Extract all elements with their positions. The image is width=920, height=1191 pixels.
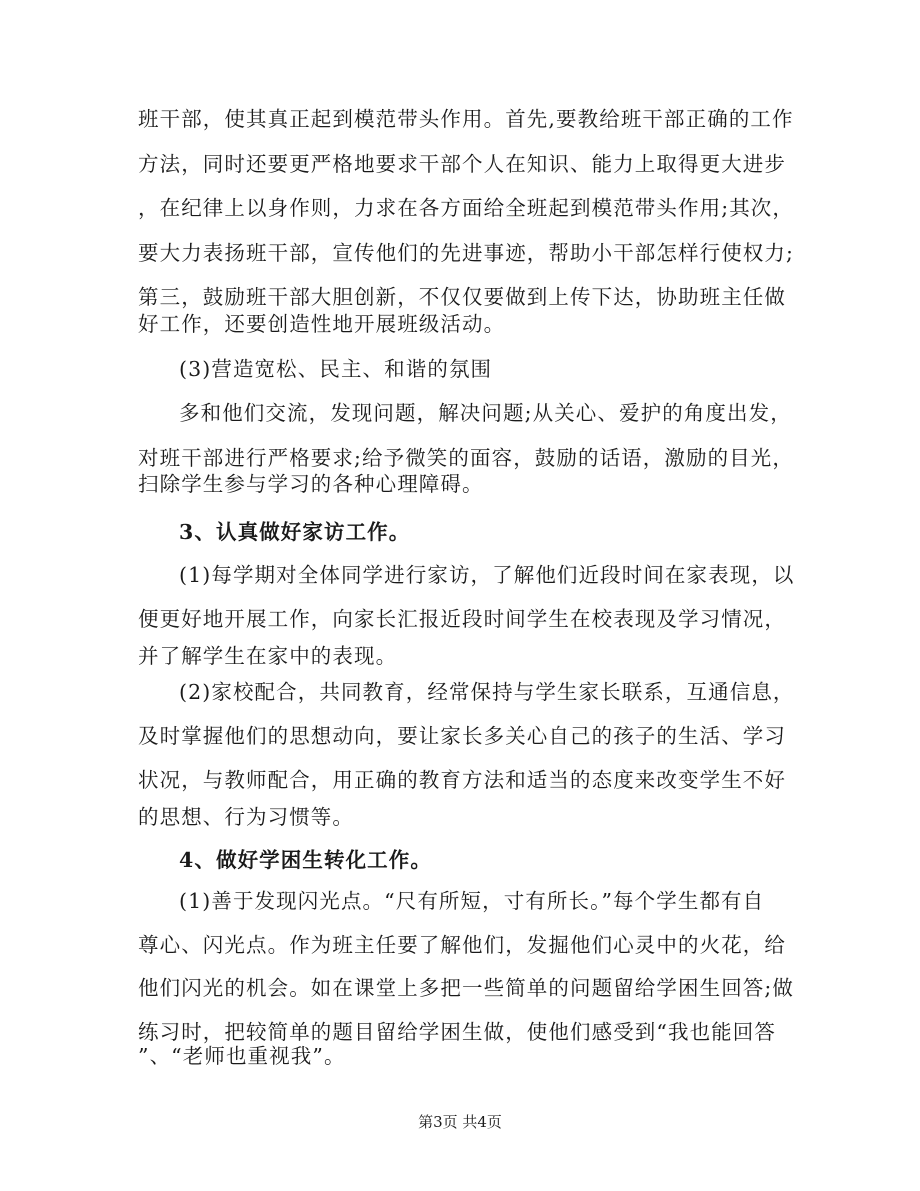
section-heading-4: 4、做好学困生转化工作。: [179, 848, 432, 872]
body-line: 及时掌握他们的思想动向，要让家长多关心自己的孩子的生活、学习: [138, 724, 786, 748]
body-line: 练习时，把较简单的题目留给学困生做，使他们感受到“我也能回答: [138, 1020, 776, 1044]
body-line: 状况，与教师配合，用正确的教育方法和适当的态度来改变学生不好: [138, 768, 786, 792]
body-line: 他们闪光的机会。如在课堂上多把一些简单的问题留给学困生回答;做: [138, 976, 795, 1000]
page-number-footer: 第3页 共4页: [418, 1113, 502, 1131]
body-line: 好工作，还要创造性地开展班级活动。: [138, 312, 506, 336]
body-line: 多和他们交流，发现问题，解决问题;从关心、爱护的角度出发，: [179, 401, 792, 425]
body-line: 要大力表扬班干部，宣传他们的先进事迹，帮助小干部怎样行使权力;: [138, 241, 795, 265]
body-line: 对班干部进行严格要求;给予微笑的面容，鼓励的话语，激励的目光，: [138, 446, 795, 470]
body-line: ”、“老师也重视我”。: [138, 1044, 346, 1068]
body-line: (1)每学期对全体同学进行家访，了解他们近段时间在家表现，以: [179, 563, 795, 587]
body-line: 第三，鼓励班干部大胆创新，不仅仅要做到上传下达，协助班主任做: [138, 285, 786, 309]
body-line: 尊心、闪光点。作为班主任要了解他们，发掘他们心灵中的火花，给: [138, 933, 786, 957]
body-line: 的思想、行为习惯等。: [138, 805, 354, 829]
body-line: 便更好地开展工作，向家长汇报近段时间学生在校表现及学习情况，: [138, 607, 786, 631]
body-line: 扫除学生参与学习的各种心理障碍。: [138, 472, 484, 496]
subheading-3: (3)营造宽松、民主、和谐的氛围: [179, 357, 493, 381]
body-line: 方法，同时还要更严格地要求干部个人在知识、能力上取得更大进步: [138, 152, 786, 176]
body-line: 班干部，使其真正起到模范带头作用。首先,要教给班干部正确的工作: [138, 107, 794, 131]
body-line: (2)家校配合，共同教育，经常保持与学生家长联系，互通信息，: [179, 680, 795, 704]
section-heading-3: 3、认真做好家访工作。: [179, 520, 411, 544]
body-line: 并了解学生在家中的表现。: [138, 644, 398, 668]
body-line: ，在纪律上以身作则，力求在各方面给全班起到模范带头作用;其次，: [138, 196, 795, 220]
body-line: (1)善于发现闪光点。“尺有所短，寸有所长。”每个学生都有自: [179, 889, 765, 913]
